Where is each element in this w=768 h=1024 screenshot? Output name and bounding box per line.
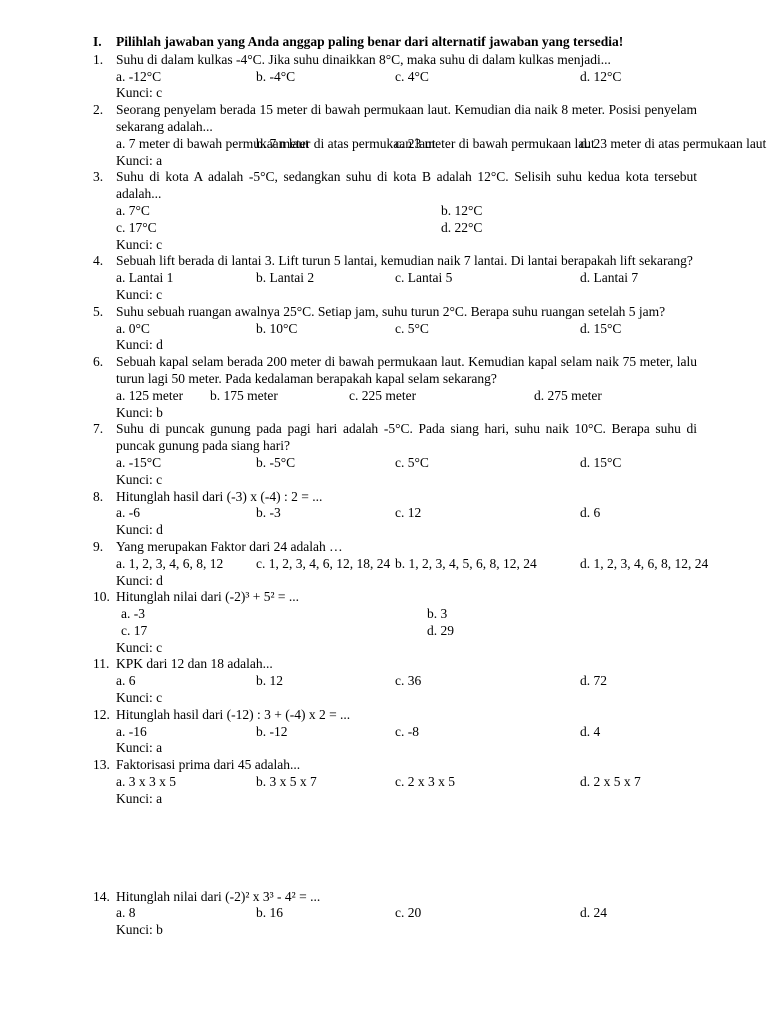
question-number: 5. xyxy=(93,303,104,319)
question-stem: Hitunglah nilai dari (-2)² x 3³ - 4² = ... xyxy=(116,888,321,904)
exam-page xyxy=(93,34,767,939)
answer-option: a. 3 x 3 x 5 xyxy=(116,774,176,790)
answer-key: Kunci: c xyxy=(116,690,163,706)
question-body xyxy=(116,354,697,421)
answer-option: a. -16 xyxy=(116,723,147,739)
answer-option: c. 17 xyxy=(121,622,148,638)
options-row xyxy=(116,388,697,405)
question-number: 4. xyxy=(93,253,104,269)
answer-option: b. -3 xyxy=(256,505,281,521)
answer-option: d. 22°C xyxy=(441,219,483,235)
answer-option: d. 275 meter xyxy=(534,387,602,403)
question-body xyxy=(116,304,697,354)
question-item xyxy=(93,304,697,354)
options-row xyxy=(116,774,697,791)
question-item xyxy=(93,354,697,421)
question-item xyxy=(93,489,697,539)
answer-key: Kunci: a xyxy=(116,740,163,756)
question-stem: Hitunglah hasil dari (-12) : 3 + (-4) x 2 = ... xyxy=(116,706,351,722)
question-number: 10. xyxy=(93,589,110,605)
answer-option: b. -5°C xyxy=(256,454,296,470)
answer-option: b. 3 x 5 x 7 xyxy=(256,774,317,790)
options-row xyxy=(116,555,709,573)
question-stem: Hitunglah hasil dari (-3) x (-4) : 2 = ... xyxy=(116,488,323,504)
answer-option: a. 125 meter xyxy=(116,387,184,403)
answer-option: b. 1, 2, 3, 4, 5, 6, 8, 12, 24 xyxy=(395,555,537,571)
answer-option: c. 1, 2, 3, 4, 6, 12, 18, 24 xyxy=(256,555,391,571)
answer-option: d. 29 xyxy=(427,622,454,638)
answer-option: d. 15°C xyxy=(580,454,622,470)
answer-key: Kunci: d xyxy=(116,337,163,353)
options-row xyxy=(116,905,697,922)
question-body xyxy=(116,757,697,807)
answer-key: Kunci: c xyxy=(116,286,163,302)
answer-option: c. 5°C xyxy=(395,320,429,336)
answer-option: d. 23 meter di atas permukaan laut xyxy=(580,135,767,151)
answer-option: a. Lantai 1 xyxy=(116,270,174,286)
answer-option: d. 4 xyxy=(580,723,601,739)
answer-option: b. 3 xyxy=(427,606,448,622)
answer-option: d. 72 xyxy=(580,673,607,689)
answer-option: c. 23 meter di bawah permukaan laut xyxy=(395,135,595,151)
question-stem: Seorang penyelam berada 15 meter di bawah permukaan laut. Kemudian dia naik 8 meter. Posisi penyelam sekarang adalah... xyxy=(116,102,697,134)
options-row xyxy=(116,203,697,220)
answer-option: c. 12 xyxy=(395,505,422,521)
question-body xyxy=(116,538,709,589)
answer-option: c. 36 xyxy=(395,673,422,689)
question-number: 6. xyxy=(93,354,104,370)
answer-key: Kunci: c xyxy=(116,236,163,252)
section-number: I. xyxy=(93,34,102,49)
question-body xyxy=(116,52,697,102)
answer-key: Kunci: a xyxy=(116,790,163,806)
section-heading xyxy=(93,34,697,51)
options-row xyxy=(116,455,697,472)
question-number: 9. xyxy=(93,538,104,554)
question-body xyxy=(116,656,697,706)
answer-key: Kunci: a xyxy=(116,152,163,168)
answer-option: c. 17°C xyxy=(116,219,157,235)
question-item xyxy=(93,707,697,757)
question-body xyxy=(116,589,697,656)
answer-option: c. 5°C xyxy=(395,454,429,470)
answer-option: a. 7°C xyxy=(116,202,150,218)
answer-option: b. 16 xyxy=(256,905,283,921)
answer-option: d. 12°C xyxy=(580,68,622,84)
question-item xyxy=(93,656,697,706)
answer-key: Kunci: c xyxy=(116,471,163,487)
question-body xyxy=(116,102,767,169)
answer-option: d. 1, 2, 3, 4, 6, 8, 12, 24 xyxy=(580,555,709,571)
answer-option: a. 0°C xyxy=(116,320,150,336)
answer-option: c. 225 meter xyxy=(349,387,417,403)
question-number: 11. xyxy=(93,656,110,672)
options-row xyxy=(116,220,697,237)
options-row xyxy=(116,270,697,287)
answer-option: d. 15°C xyxy=(580,320,622,336)
question-body xyxy=(116,707,697,757)
answer-option: c. 4°C xyxy=(395,68,429,84)
answer-option: b. Lantai 2 xyxy=(256,270,315,286)
answer-option: d. 24 xyxy=(580,905,607,921)
question-item xyxy=(93,52,697,102)
answer-option: a. 8 xyxy=(116,905,136,921)
answer-option: a. -12°C xyxy=(116,68,162,84)
answer-option: b. 12 xyxy=(256,673,283,689)
answer-option: a. -15°C xyxy=(116,454,162,470)
question-body xyxy=(116,253,697,303)
question-number: 12. xyxy=(93,706,110,722)
answer-key: Kunci: b xyxy=(116,922,163,938)
question-item xyxy=(93,102,767,169)
answer-option: b. 175 meter xyxy=(210,387,278,403)
question-number: 1. xyxy=(93,51,104,67)
answer-option: b. -4°C xyxy=(256,68,296,84)
question-stem: Suhu di puncak gunung pada pagi hari adalah -5°C. Pada siang hari, suhu naik 10°C. Berapa suhu di puncak gunung pada siang hari? xyxy=(116,421,697,454)
answer-option: a. 6 xyxy=(116,673,136,689)
question-stem: Suhu di dalam kulkas -4°C. Jika suhu dinaikkan 8°C, maka suhu di dalam kulkas menjadi... xyxy=(116,51,611,67)
question-stem: Sebuah lift berada di lantai 3. Lift turun 5 lantai, kemudian naik 7 lantai. Di lantai berapakah lift sekarang? xyxy=(116,253,693,269)
answer-option: d. 2 x 5 x 7 xyxy=(580,774,641,790)
question-number: 14. xyxy=(93,888,110,904)
options-row xyxy=(116,673,697,690)
answer-option: b. 10°C xyxy=(256,320,298,336)
answer-option: c. -8 xyxy=(395,723,419,739)
question-item xyxy=(93,757,697,807)
answer-key: Kunci: c xyxy=(116,85,163,101)
question-item xyxy=(93,538,709,589)
question-body xyxy=(116,489,697,539)
answer-option: d. Lantai 7 xyxy=(580,270,639,286)
question-number: 13. xyxy=(93,757,110,773)
answer-option: c. 2 x 3 x 5 xyxy=(395,774,455,790)
answer-key: Kunci: c xyxy=(116,639,163,655)
options-row xyxy=(116,623,697,640)
section-instruction: Pilihlah jawaban yang Anda anggap paling benar dari alternatif jawaban yang tersedia! xyxy=(116,34,624,49)
question-stem: Hitunglah nilai dari (-2)³ + 5² = ... xyxy=(116,589,300,605)
answer-option: a. -6 xyxy=(116,505,140,521)
options-row xyxy=(116,69,697,86)
answer-option: d. 6 xyxy=(580,505,601,521)
question-stem: Faktorisasi prima dari 45 adalah... xyxy=(116,757,301,773)
question-number: 2. xyxy=(93,102,104,118)
answer-option: c. Lantai 5 xyxy=(395,270,453,286)
page-spacer xyxy=(93,808,697,889)
question-item xyxy=(93,169,697,253)
options-row xyxy=(116,606,697,623)
options-row xyxy=(116,321,697,338)
question-stem: Sebuah kapal selam berada 200 meter di bawah permukaan laut. Kemudian kapal selam naik 75 meter, lalu turun lagi 50 meter. Pada kedalaman berapakah kapal selam sekarang? xyxy=(116,354,697,386)
answer-key: Kunci: d xyxy=(116,572,163,588)
question-item xyxy=(93,889,697,939)
question-number: 3. xyxy=(93,169,104,185)
question-number: 7. xyxy=(93,421,104,437)
question-body xyxy=(116,169,697,253)
answer-option: b. 7 meter di atas permukaan laut xyxy=(256,135,436,151)
question-stem: Suhu di kota A adalah -5°C, sedangkan suhu di kota B adalah 12°C. Selisih suhu kedua kota tersebut adalah... xyxy=(116,169,697,202)
answer-option: a. -3 xyxy=(121,606,145,622)
answer-option: c. 20 xyxy=(395,905,422,921)
question-number: 8. xyxy=(93,488,104,504)
question-item xyxy=(93,253,697,303)
question-item xyxy=(93,589,697,656)
question-stem: Suhu sebuah ruangan awalnya 25°C. Setiap jam, suhu turun 2°C. Berapa suhu ruangan setelah 5 jam? xyxy=(116,303,666,319)
answer-option: a. 7 meter di bawah permukaan laut xyxy=(116,135,310,151)
question-stem: Yang merupakan Faktor dari 24 adalah … xyxy=(116,538,343,554)
options-row xyxy=(116,135,767,153)
answer-option: a. 1, 2, 3, 4, 6, 8, 12 xyxy=(116,555,224,571)
question-list xyxy=(93,51,767,939)
question-body xyxy=(116,421,697,488)
question-item xyxy=(93,421,697,488)
answer-option: b. -12 xyxy=(256,723,288,739)
options-row xyxy=(116,724,697,741)
answer-key: Kunci: d xyxy=(116,522,163,538)
options-row xyxy=(116,505,697,522)
answer-key: Kunci: b xyxy=(116,404,163,420)
answer-option: b. 12°C xyxy=(441,202,483,218)
question-stem: KPK dari 12 dan 18 adalah... xyxy=(116,656,273,672)
question-body xyxy=(116,889,697,939)
